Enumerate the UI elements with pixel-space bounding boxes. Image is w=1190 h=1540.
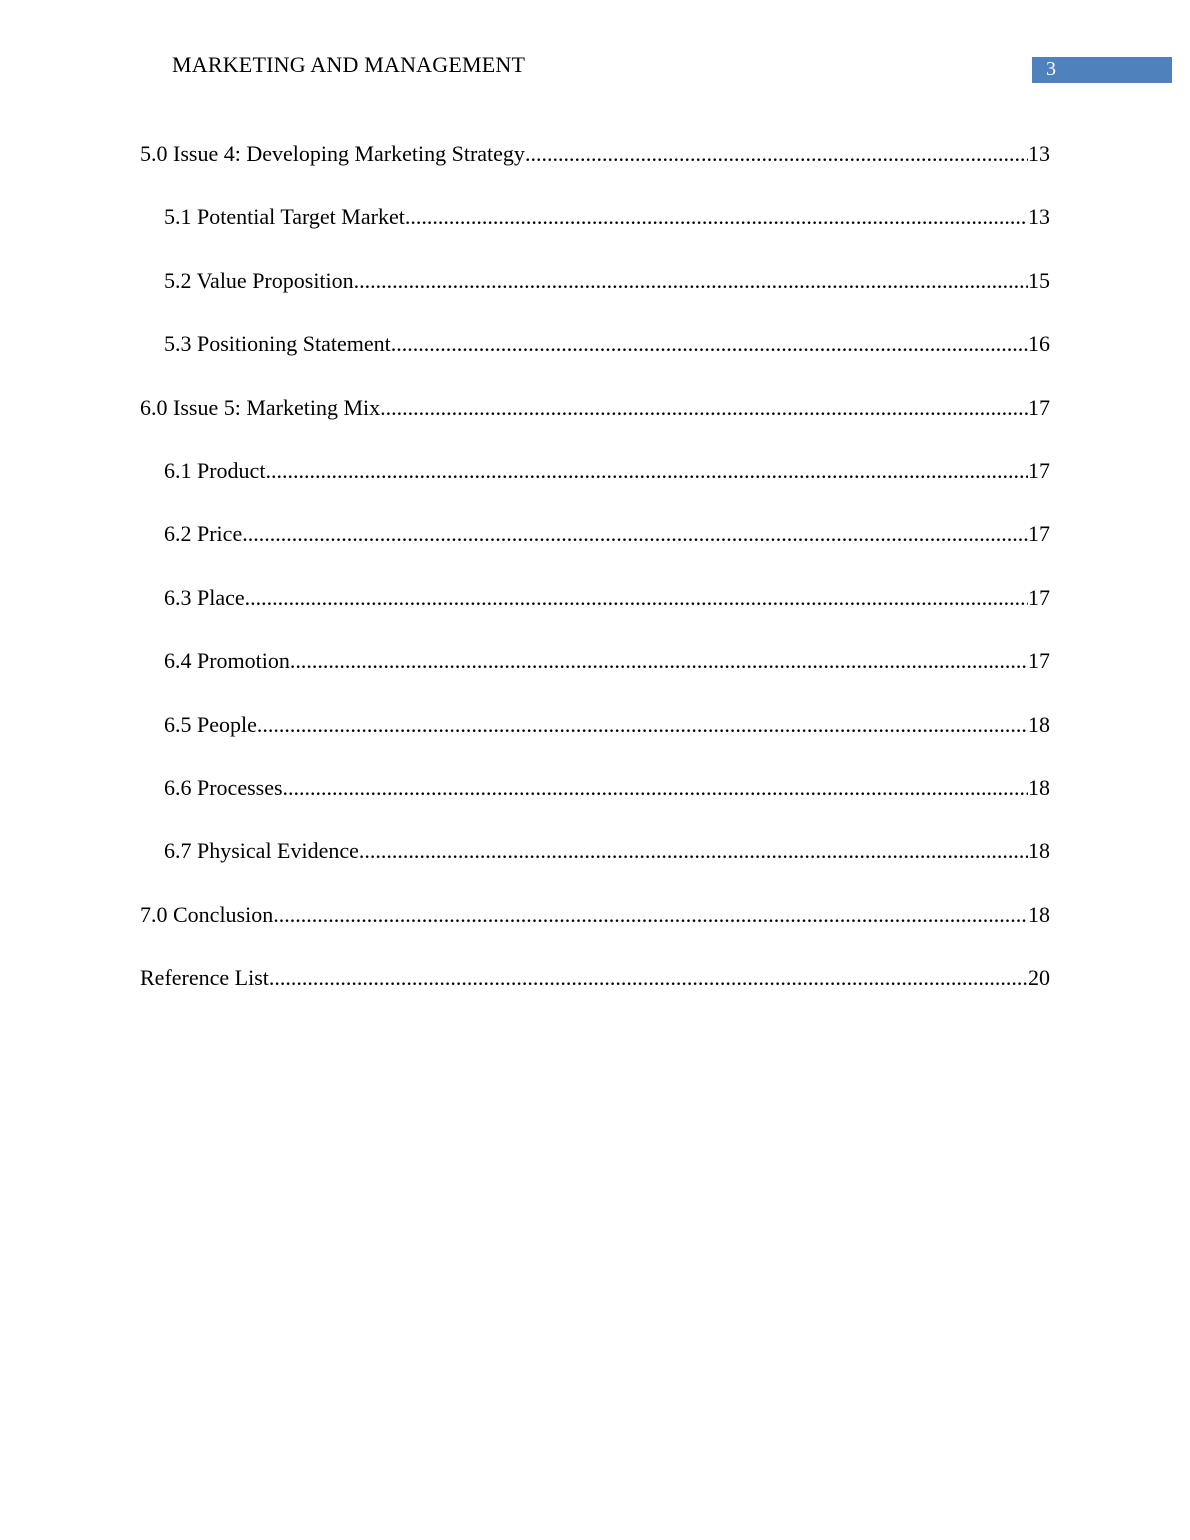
toc-entry-page: 18 [1028, 901, 1050, 927]
toc-entry-label: 5.1 Potential Target Market [164, 204, 405, 230]
toc-entry[interactable] [140, 502, 1050, 565]
toc-entry[interactable] [140, 249, 1050, 312]
toc-entry-page: 18 [1028, 711, 1050, 737]
toc-dot-leader [283, 756, 1028, 819]
toc-entry-page: 15 [1028, 267, 1050, 293]
toc-entry-label: 6.2 Price [164, 521, 243, 547]
toc-entry-label: 6.6 Processes [164, 774, 283, 800]
toc-entry-label: 5.0 Issue 4: Developing Marketing Strategy [140, 141, 525, 166]
toc-dot-leader [380, 376, 1028, 439]
toc-entry[interactable] [140, 629, 1050, 692]
toc-entry-page: 17 [1028, 394, 1050, 420]
toc-entry[interactable] [140, 376, 1050, 439]
toc-entry-page: 13 [1028, 204, 1050, 230]
toc-dot-leader [525, 122, 1028, 185]
toc-entry[interactable] [140, 693, 1050, 756]
toc-entry-label: 6.3 Place [164, 584, 245, 610]
toc-entry-label: 7.0 Conclusion [140, 901, 274, 927]
toc-entry[interactable] [140, 122, 1050, 185]
toc-entry-label: 5.2 Value Proposition [164, 267, 354, 293]
toc-entry[interactable] [140, 439, 1050, 502]
toc-dot-leader [257, 693, 1028, 756]
toc-dot-leader [269, 946, 1028, 1009]
toc-dot-leader [290, 629, 1028, 692]
toc-entry-page: 17 [1028, 521, 1050, 547]
toc-entry[interactable] [140, 566, 1050, 629]
toc-entry[interactable] [140, 185, 1050, 248]
toc-entry-page: 13 [1028, 141, 1050, 166]
toc-dot-leader [359, 819, 1028, 882]
page-header [0, 0, 1190, 100]
toc-entry-label: 6.4 Promotion [164, 648, 290, 674]
table-of-contents [140, 122, 1050, 1009]
toc-entry-label: 6.5 People [164, 711, 257, 737]
toc-entry-label: Reference List [140, 965, 269, 991]
toc-entry[interactable] [140, 756, 1050, 819]
toc-entry-page: 17 [1028, 584, 1050, 610]
toc-dot-leader [354, 249, 1028, 312]
toc-entry-page: 18 [1028, 774, 1050, 800]
toc-entry[interactable] [140, 883, 1050, 946]
toc-entry-label: 6.0 Issue 5: Marketing Mix [140, 394, 381, 420]
toc-dot-leader [405, 185, 1028, 248]
page-number-badge [1032, 57, 1172, 83]
toc-entry-label: 6.1 Product [164, 457, 266, 483]
toc-dot-leader [265, 439, 1028, 502]
toc-dot-leader [245, 566, 1028, 629]
toc-entry-page: 17 [1028, 457, 1050, 483]
toc-dot-leader [391, 312, 1028, 375]
toc-entry-label: 6.7 Physical Evidence [164, 838, 359, 864]
toc-entry-page: 16 [1028, 331, 1050, 357]
toc-entry[interactable] [140, 312, 1050, 375]
toc-entry-label: 5.3 Positioning Statement [164, 331, 391, 357]
running-header-title: MARKETING AND MANAGEMENT [172, 52, 526, 77]
toc-entry[interactable] [140, 819, 1050, 882]
toc-entry[interactable] [140, 946, 1050, 1009]
toc-entry-page: 17 [1028, 648, 1050, 674]
page-number: 3 [1046, 58, 1056, 80]
toc-dot-leader [273, 883, 1028, 946]
toc-dot-leader [242, 502, 1028, 565]
toc-entry-page: 18 [1028, 838, 1050, 864]
toc-entry-page: 20 [1028, 965, 1050, 991]
